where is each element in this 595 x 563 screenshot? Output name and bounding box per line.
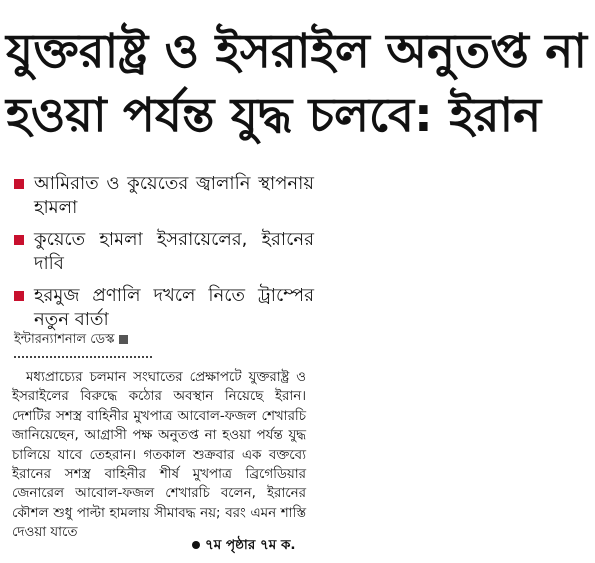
bullet-text: আমিরাত ও কুয়েতের জ্বালানি স্থাপনায় হামলা (34, 173, 314, 218)
headline-line-2: হওয়া পর্যন্ত যুদ্ধ চলবে: ইরান (6, 88, 542, 143)
dotted-divider (14, 356, 152, 358)
bullet-item (14, 228, 314, 276)
red-square-icon (14, 179, 24, 189)
red-square-icon (14, 235, 24, 245)
headline (6, 20, 591, 148)
headline-line-1: যুক্তরাষ্ট্র ও ইসরাইল অনুতপ্ত না (6, 24, 587, 79)
bullet-dot-icon (192, 541, 200, 549)
bullet-text: কুয়েতে হামলা ইসরায়েলের, ইরানের দাবি (34, 229, 314, 274)
article-body (12, 368, 306, 543)
continuation-note (192, 534, 296, 557)
bullet-item (14, 172, 314, 220)
square-icon (119, 335, 128, 344)
bullet-item (14, 284, 314, 332)
bullet-text: হরমুজ প্রণালি দখলে নিতে ট্রাম্পের নতুন বার্তা (34, 285, 314, 330)
red-square-icon (14, 291, 24, 301)
desk-label: ইন্টারন্যাশনাল ডেস্ক (14, 332, 115, 347)
continuation-text: ৭ম পৃষ্ঠার ৭ম ক. (205, 537, 296, 553)
byline (14, 331, 128, 349)
bullet-list (14, 172, 314, 340)
article-text: মধ্যপ্রাচ্যের চলমান সংঘাতের প্রেক্ষাপটে যুক্তরাষ্ট্র ও ইসরাইলের বিরুদ্ধে কঠোর অবস্থান নিয়েছে ইরান। দেশটির সশস্ত্র বাহিনীর মুখপাত্র আবোল-ফজল শেখারচি জানিয়েছেন, আগ্রাসী পক্ষ অনুতপ্ত না হওয়া পর্যন্ত যুদ্ধ চালিয়ে যাবে তেহরান। গতকাল শুক্রবার এক বক্তব্যে ইরানের সশস্ত্র বাহিনীর শীর্ষ মুখপাত্র ব্রিগেডিয়ার জেনারেল আবোল-ফজল শেখারচি বলেন, ইরানের কৌশল শুধু পাল্টা হামলায় সীমাবদ্ধ নয়; বরং এমন শাস্তি দেওয়া যাতে (12, 370, 306, 541)
